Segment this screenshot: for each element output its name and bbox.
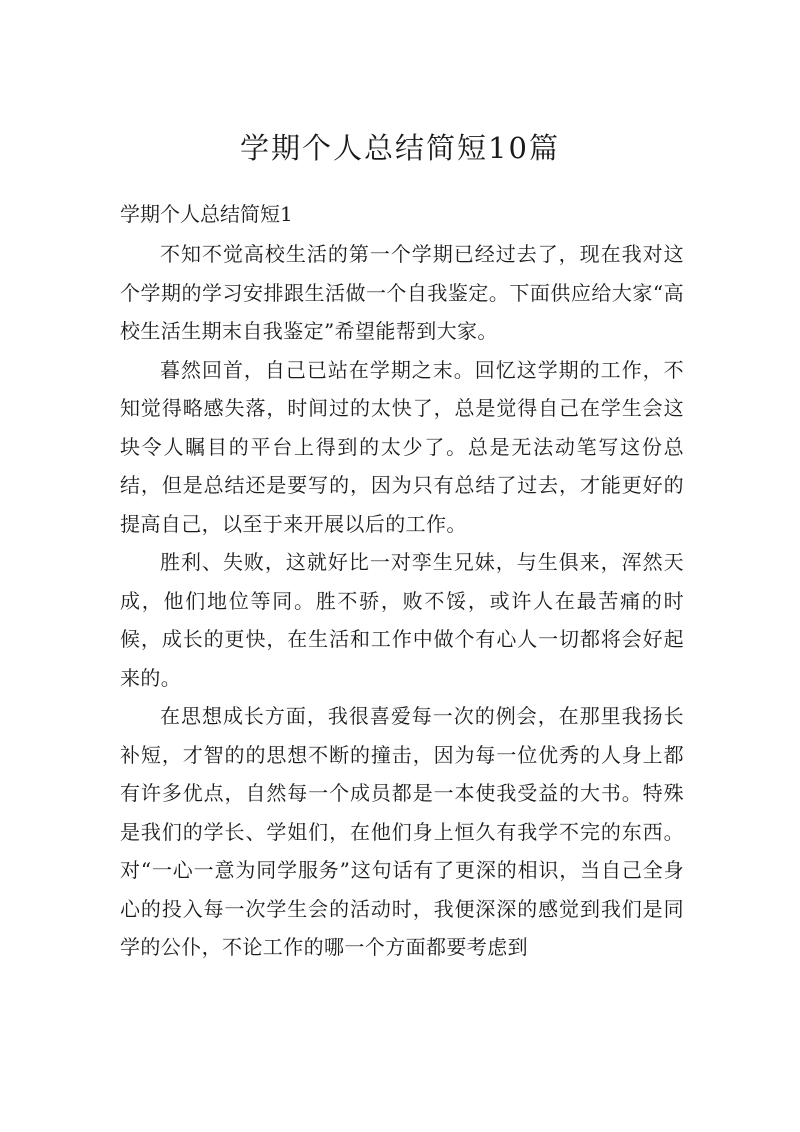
paragraph-1: 不知不觉高校生活的第一个学期已经过去了，现在我对这个学期的学习安排跟生活做一个自我鉴定。下面供应给大家“高校生活生期末自我鉴定”希望能帮到大家。 [120,242,684,343]
section-heading: 学期个人总结简短1 [120,202,293,226]
paragraph-3: 胜利、失败，这就好比一对孪生兄妹，与生俱来，浑然天成，他们地位等同。胜不骄，败不馁，或许人在最苦痛的时候，成长的更快，在生活和工作中做个有心人一切都将会好起来的。 [120,550,684,690]
document-title: 学期个人总结简短10篇 [240,131,560,165]
paragraph-2: 暮然回首，自己已站在学期之末。回忆这学期的工作，不知觉得略感失落，时间过的太快了，总是觉得自己在学生会这块令人瞩目的平台上得到的太少了。总是无法动笔写这份总结，但是总结还是要写的，因为只有总结了过去，才能更好的提高自己，以至于来开展以后的工作。 [120,357,684,536]
paragraph-4: 在思想成长方面，我很喜爱每一次的例会，在那里我扬长补短，才智的的思想不断的撞击，因为每一位优秀的人身上都有许多优点，自然每一个成员都是一本使我受益的大书。特殊是我们的学长、学姐们，在他们身上恒久有我学不完的东西。对“一心一意为同学服务”这句话有了更深的相识，当自己全身心的投入每一次学生会的活动时，我便深深的感觉到我们是同学的公仆，不论工作的哪一个方面都要考虑到 [120,704,684,959]
document-body [120,235,684,967]
